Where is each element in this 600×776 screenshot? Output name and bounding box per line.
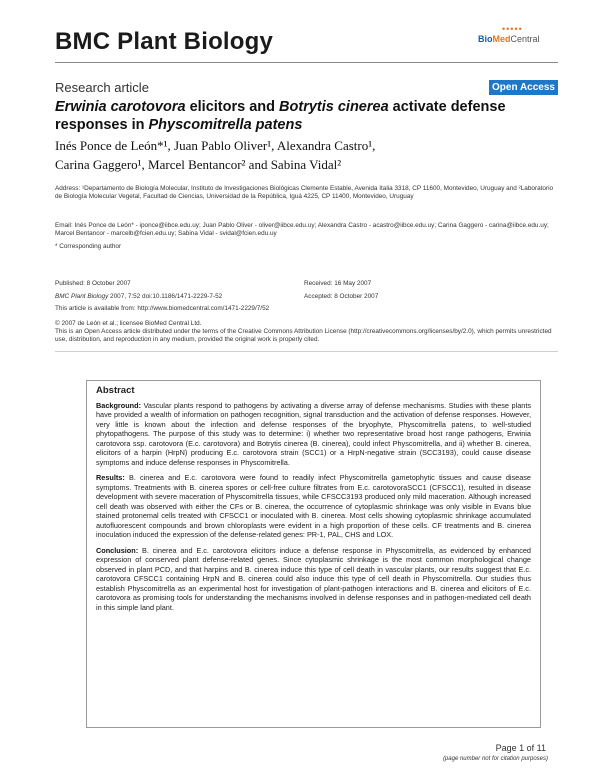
logo-bio: Bio [478, 34, 493, 44]
title-organism-2: Botrytis cinerea [279, 99, 389, 115]
abstract-box [86, 380, 541, 728]
title-text-2: activate defense responses in [55, 99, 506, 133]
title-text-1: elicitors and [185, 99, 280, 115]
abstract-heading: Abstract [96, 385, 135, 396]
conclusion-label: Conclusion: [96, 545, 139, 555]
background-label: Background: [96, 400, 141, 410]
citation-rest: 2007, 7:52 doi:10.1186/1471-2229-7-52 [108, 293, 223, 300]
abstract-conclusion [96, 546, 531, 613]
license-text[interactable]: This is an Open Access article distributed under the terms of the Creative Commons Attribution License (http://creativecommons.org/licenses/by/2.0), which permits unrestricted use, distribution, and reproduction in any medium, provided the original work is properly cited. [55, 328, 552, 344]
article-url[interactable]: This article is available from: http://www.biomedcentral.com/1471-2229/7/52 [55, 305, 270, 312]
title-organism-1: Erwinia carotovora [55, 99, 186, 115]
corresponding-note: * Corresponding author [55, 243, 122, 250]
address: Address: ¹Departamento de Biología Molecular, Instituto de Investigaciones Biológicas Clemente Estable, Avenida Italia 3318, CP 11600, Montevideo, Uruguay and ²Laboratorio de Biología Molecular Vegetal, Facultad de Ciencias, Universidad de la República, Iguá 4225, CP 11400, Montevideo, Uruguay [55, 185, 554, 201]
logo-central: Central [510, 34, 540, 44]
citation-journal: BMC Plant Biology [55, 293, 109, 300]
logo-med: Med [492, 34, 511, 44]
emails[interactable]: Email: Inés Ponce de León* - iponce@iibce.edu.uy; Juan Pablo Oliver - oliver@iibce.edu.uy; Alexandra Castro - acastro@iibce.edu.uy; Carina Gaggero - carina@iibce.edu.uy; Marcel Bentancor - marcelb@fcien.edu.uy; Sabina Vidal - svidal@fcien.edu.uy [55, 222, 549, 238]
page-number: Page 1 of 11 [495, 743, 546, 753]
results-text: B. cinerea and E.c. carotovora were found to readily infect Physcomitrella gametophytic tissues and cause disease symptoms. Treatments with B. cinerea spores or cell-free culture filtrates from E.c. carotovoraSCC1 (CFSCC1), resulted in disease development with severe maceration of Physcomitrella tissues, while CFSCC3193 produced only mild maceration. Although increased cell death was observed with either the CFs or B. cinerea, the occurrence of cytoplasmic shrinkage was only visible in Evans blue stained protonemal cells treated with CFSCC1 or inoculated with B. cinerea. Most cells showing cytoplasmic shrinkage accumulated autofluorescent compounds and brown chloroplasts were evident in a high proportion of these cells. CF treatments and B. cinerea inoculation induced the expression of the defense-related genes: PR-1, PAL, CHS and LOX. [96, 473, 531, 539]
open-access-badge[interactable]: Open Access [489, 80, 558, 95]
meta-divider [55, 351, 558, 352]
page-note: (page number not for citation purposes) [442, 756, 548, 762]
dots-logo-icon: ••••• [502, 24, 523, 34]
header-divider [55, 62, 558, 63]
biomed-central-logo[interactable] [478, 24, 558, 52]
results-label: Results: [96, 473, 125, 482]
author-line-1: Inés Ponce de León*¹, Juan Pablo Oliver¹, Alexandra Castro¹, [55, 138, 376, 153]
author-list [55, 136, 555, 174]
conclusion-text: B. cinerea and E.c. carotovora elicitors induce a defense response in Physcomitrella, as evidenced by enhanced expression of conserved plant defense-related genes. Since cytoplasmic shrinkage is the most common morphological change observed in plant PCD, and that harpins and B. cinerea induce this type of cell death in vascular plants, our results suggest that E.c. carotovora CFSCC1 containing HrpN and B. cinerea could also induce this type of cell death in Physcomitrella. Our studies thus establish Physcomitrella as an experimental host for investigation of plant-pathogen interactions and B. cinerea and elicitors of E.c. carotovora as promising tools for understanding the mechanisms involved in defense responses and in pathogen-mediated cell death in this simple land plant. [96, 545, 531, 612]
accepted-date: Accepted: 8 October 2007 [304, 293, 379, 300]
published-date: Published: 8 October 2007 [55, 280, 131, 287]
background-text: Vascular plants respond to pathogens by activating a diverse array of defense mechanisms. Studies with these plants have provided a wealth of information on pathogen recognition, signal transduction and the activation of defense responses. However, very little is known about the infection and defense responses of the bryophyte, Physcomitrella patens, to well-studied phytopathogens. The purpose of this study was to determine: i) whether two representative broad host range pathogens, Erwinia carotovora ssp. carotovora (E.c. carotovora) and Botrytis cinerea (B. cinerea), could infect Physcomitrella, and ii) whether B. cinerea, elicitors of a harpin (HrpN) producing E.c. carotovora strain (SCC1) or a HrpN-negative strain (SCC3193), could cause disease symptoms and induce defense responses in Physcomitrella. [96, 400, 531, 467]
article-type: Research article [55, 80, 149, 95]
title-organism-3: Physcomitrella patens [148, 117, 303, 133]
article-title [55, 98, 555, 134]
received-date: Received: 16 May 2007 [304, 280, 372, 287]
citation [55, 293, 222, 301]
copyright: © 2007 de León et al.; licensee BioMed Central Ltd. [55, 320, 202, 327]
journal-title: BMC Plant Biology [55, 28, 274, 55]
author-line-2: Carina Gaggero¹, Marcel Bentancor² and Sabina Vidal² [55, 157, 342, 172]
abstract-background [96, 401, 531, 468]
abstract-results [96, 473, 531, 540]
